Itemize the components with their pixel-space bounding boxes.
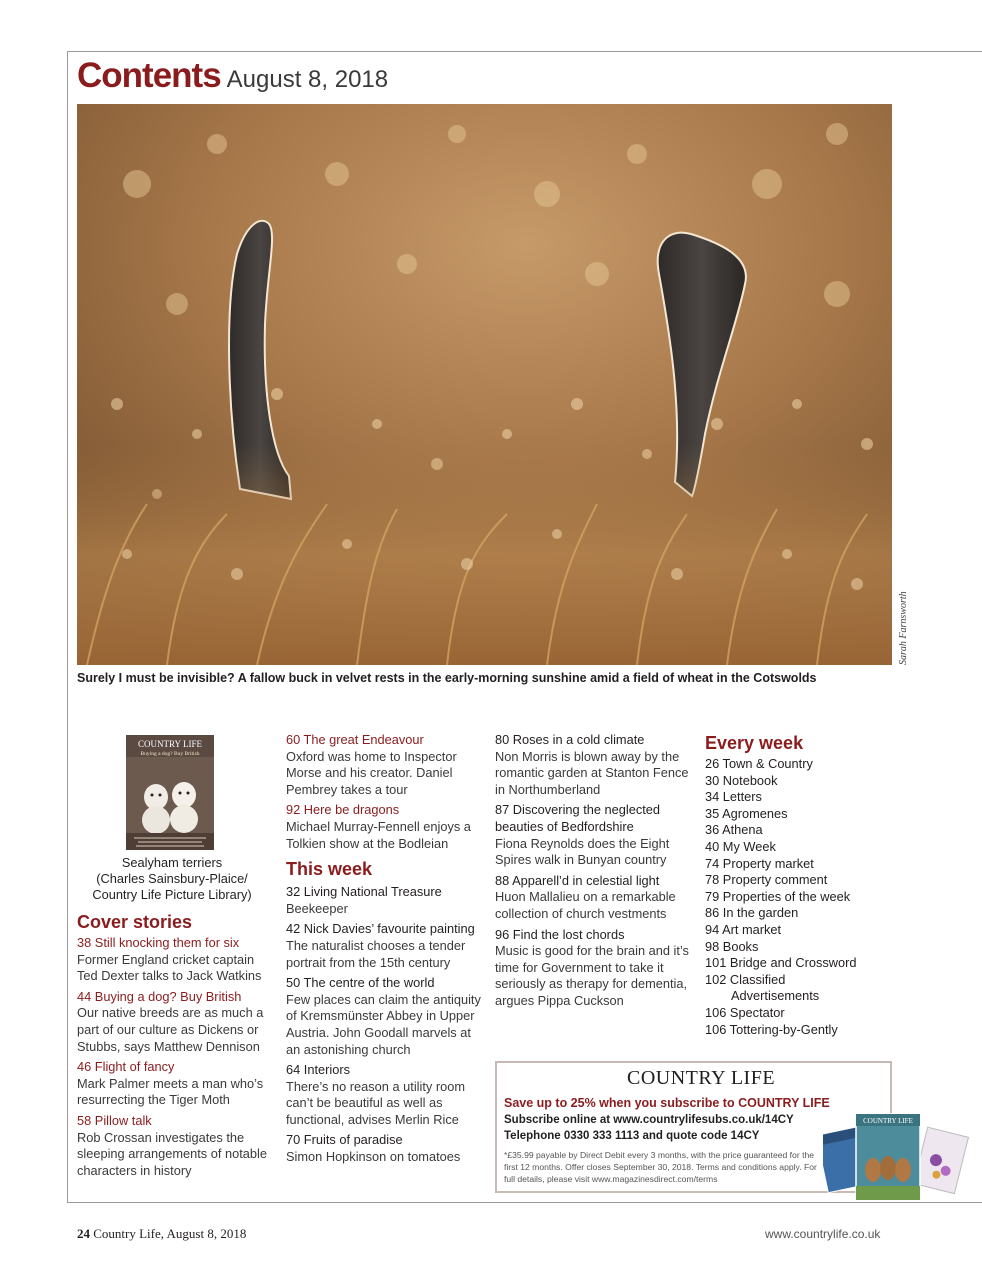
magazine-stack-image bbox=[823, 1110, 973, 1210]
story-desc: Rob Crossan investigates the sleeping arrangements of notable characters in history bbox=[77, 1129, 267, 1178]
every-week-item[interactable]: 86 In the garden bbox=[705, 905, 799, 921]
story-item[interactable] bbox=[495, 732, 690, 798]
subscribe-headline: Save up to 25% when you subscribe to COUNTRY LIFE bbox=[504, 1096, 830, 1110]
story-title: 70 Fruits of paradise bbox=[286, 1132, 403, 1148]
every-week-item[interactable]: 34 Letters bbox=[705, 789, 762, 805]
story-item[interactable] bbox=[286, 1062, 481, 1128]
magazine-covers-graphic bbox=[823, 1110, 973, 1210]
story-title: 87 Discovering the neglected beauties of Bedfordshire bbox=[495, 802, 661, 834]
story-title: 60 The great Endeavour bbox=[286, 732, 424, 747]
page-title: Contents bbox=[77, 56, 221, 95]
story-item[interactable] bbox=[77, 935, 267, 985]
story-title: 50 The centre of the world bbox=[286, 975, 435, 991]
column-three bbox=[495, 732, 690, 1014]
cover-thumbnail bbox=[126, 735, 214, 850]
cover-stories-heading: Cover stories bbox=[77, 912, 193, 932]
frame-left-rule bbox=[67, 51, 68, 1203]
story-title: 32 Living National Treasure bbox=[286, 884, 442, 900]
story-desc: Huon Mallalieu on a remarkable collection of church vestments bbox=[495, 889, 676, 921]
subscribe-small-print: *£35.99 payable by Direct Debit every 3 months, with the price guaranteed for the first 12 months. Offer closes September 30, 2018. Terms and conditions apply. For full details, please visit www.magazinesdirect.com/terms bbox=[504, 1150, 817, 1184]
story-item[interactable] bbox=[286, 975, 481, 1058]
story-item[interactable] bbox=[286, 732, 481, 798]
story-desc: Our native breeds are as much a part of our culture as Dickens or Stubbs, says Matthew Dennison bbox=[77, 1005, 264, 1054]
every-week-item[interactable]: 26 Town & Country bbox=[705, 756, 813, 771]
cover-caption-line: Sealyham terriers bbox=[121, 855, 223, 870]
cover-masthead: COUNTRY LIFE bbox=[138, 739, 202, 749]
every-week-item[interactable]: 101 Bridge and Crossword bbox=[705, 955, 857, 971]
story-item[interactable] bbox=[495, 927, 690, 1010]
story-item[interactable] bbox=[286, 884, 481, 917]
every-week-item[interactable]: 106 Spectator bbox=[705, 1004, 785, 1020]
story-desc: Former England cricket captain Ted Dexter talks to Jack Watkins bbox=[77, 951, 262, 984]
footer-folio bbox=[77, 1226, 246, 1242]
cover-stories-column bbox=[77, 911, 267, 1183]
every-week-column bbox=[705, 732, 895, 1038]
story-item[interactable] bbox=[495, 802, 690, 868]
story-title: 88 Apparell’d in celestial light bbox=[495, 872, 660, 888]
story-item[interactable] bbox=[495, 873, 690, 923]
page-number: 24 bbox=[77, 1226, 90, 1241]
story-item[interactable] bbox=[286, 802, 481, 852]
cover-image bbox=[126, 735, 214, 850]
every-week-item[interactable]: 40 My Week bbox=[705, 838, 776, 854]
this-week-heading: This week bbox=[286, 859, 373, 880]
footer-url[interactable]: www.countrylife.co.uk bbox=[765, 1227, 881, 1241]
subscribe-logo: COUNTRY LIFE bbox=[627, 1067, 776, 1089]
cover-caption-line: (Charles Sainsbury-Plaice/ bbox=[96, 871, 248, 886]
story-title: 46 Flight of fancy bbox=[77, 1059, 175, 1075]
story-title: 42 Nick Davies’ favourite painting bbox=[286, 921, 475, 937]
every-week-heading: Every week bbox=[705, 733, 804, 753]
story-desc: Beekeeper bbox=[286, 900, 348, 916]
footer-publication: Country Life, August 8, 2018 bbox=[93, 1226, 247, 1241]
story-desc: Non Morris is blown away by the romantic garden at Stanton Fence in Northumberland bbox=[495, 748, 689, 797]
every-week-item[interactable]: 74 Property market bbox=[705, 855, 814, 871]
story-title: 58 Pillow talk bbox=[77, 1112, 152, 1128]
story-desc: Fiona Reynolds does the Eight Spires walk in Bunyan country bbox=[495, 835, 670, 868]
column-two bbox=[286, 732, 481, 1170]
page-header bbox=[77, 56, 388, 96]
story-item[interactable] bbox=[286, 1132, 481, 1165]
subscribe-phone: Telephone 0330 333 1113 and quote code 14CY bbox=[504, 1130, 760, 1142]
every-week-item[interactable]: 30 Notebook bbox=[705, 772, 778, 788]
story-desc: Simon Hopkinson on tomatoes bbox=[286, 1149, 461, 1165]
story-item[interactable] bbox=[286, 921, 481, 971]
feature-photo bbox=[77, 104, 892, 665]
story-desc: Music is good for the brain and it’s time for Government to take it seriously as therapy for dementia, argues Pippa Cuckson bbox=[495, 943, 689, 1008]
story-item[interactable] bbox=[77, 1113, 267, 1179]
every-week-list bbox=[705, 756, 895, 1038]
cover-tagline: Buying a dog? Buy British bbox=[140, 751, 200, 757]
story-title: 96 Find the lost chords bbox=[495, 926, 625, 942]
cover-caption bbox=[77, 855, 267, 903]
subscribe-online-link[interactable]: Subscribe online at www.countrylifesubs.co.uk/14CY bbox=[504, 1114, 794, 1126]
magazine-masthead: COUNTRY LIFE bbox=[863, 1117, 913, 1125]
story-title: 92 Here be dragons bbox=[286, 802, 400, 818]
story-desc: Mark Palmer meets a man who’s resurrecting the Tiger Moth bbox=[77, 1075, 264, 1108]
story-desc: There’s no reason a utility room can’t be beautiful as well as functional, advises Merlin Rice bbox=[286, 1078, 466, 1127]
story-title: 80 Roses in a cold climate bbox=[495, 732, 645, 747]
story-desc: The naturalist chooses a tender portrait from the 15th century bbox=[286, 937, 466, 970]
every-week-item[interactable]: 102 Classified bbox=[705, 971, 786, 987]
cover-caption-line: Country Life Picture Library) bbox=[92, 887, 252, 902]
photo-caption: Surely I must be invisible? A fallow buck in velvet rests in the early-morning sunshine amid a field of wheat in the Cotswolds bbox=[77, 671, 817, 685]
every-week-item[interactable]: 98 Books bbox=[705, 938, 759, 954]
fallow-buck-in-wheat-image bbox=[77, 104, 892, 665]
photo-credit: Sarah Farnsworth bbox=[898, 591, 909, 665]
every-week-item[interactable]: Advertisements bbox=[731, 988, 820, 1004]
frame-top-rule bbox=[67, 51, 982, 52]
every-week-item[interactable]: 36 Athena bbox=[705, 822, 763, 838]
every-week-item[interactable]: 106 Tottering-by-Gently bbox=[705, 1021, 838, 1037]
story-desc: Few places can claim the antiquity of Kremsmünster Abbey in Upper Austria. John Goodall marvels at an astonishing church bbox=[286, 991, 481, 1057]
story-item[interactable] bbox=[77, 989, 267, 1055]
every-week-item[interactable]: 35 Agromenes bbox=[705, 805, 788, 821]
every-week-item[interactable]: 94 Art market bbox=[705, 921, 782, 937]
story-title: 38 Still knocking them for six bbox=[77, 935, 240, 950]
story-title: 44 Buying a dog? Buy British bbox=[77, 988, 242, 1004]
story-desc: Michael Murray-Fennell enjoys a Tolkien show at the Bodleian bbox=[286, 818, 471, 851]
issue-date: August 8, 2018 bbox=[226, 66, 389, 93]
every-week-item[interactable]: 78 Property comment bbox=[705, 872, 828, 888]
every-week-item[interactable]: 79 Properties of the week bbox=[705, 888, 851, 904]
story-item[interactable] bbox=[77, 1059, 267, 1109]
story-desc: Oxford was home to Inspector Morse and his creator. Daniel Pembrey takes a tour bbox=[286, 748, 457, 797]
story-title: 64 Interiors bbox=[286, 1062, 351, 1078]
